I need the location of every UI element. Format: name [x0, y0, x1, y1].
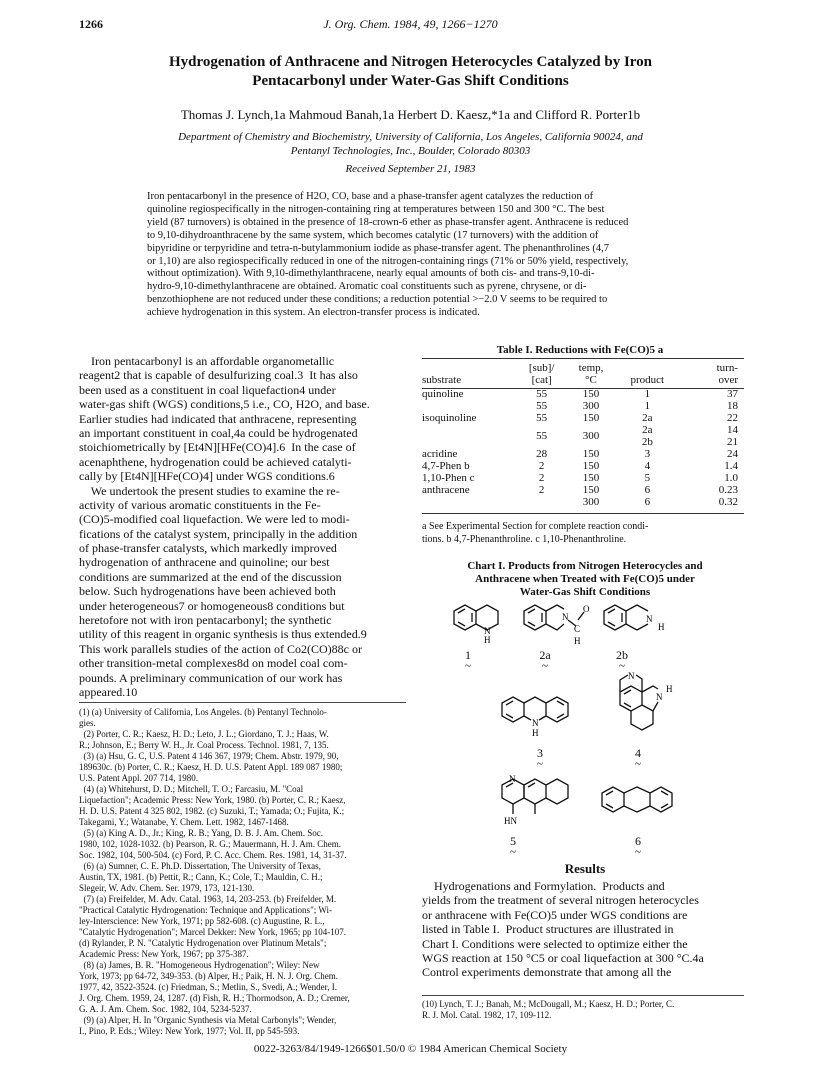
body-text-line: Iron pentacarbonyl is an affordable organometallic — [79, 354, 335, 368]
footnote-line: (5) (a) King A. D., Jr.; King, R. B.; Yang, D. B. J. Am. Chem. Soc. — [79, 828, 324, 838]
intro-text — [79, 354, 406, 699]
table-cell: 1.4 — [724, 460, 738, 472]
table-header-cell: temp, °C — [578, 362, 604, 386]
footnote-line: gies. — [79, 718, 96, 728]
body-text-line: Control experiments demonstrate that among all the — [422, 965, 672, 980]
atom-label-h: H — [532, 728, 539, 738]
table-cell: acridine — [422, 448, 458, 460]
footnote-line: U.S. Patent Appl. 207 714, 1980. — [79, 773, 199, 783]
table-top-rule — [422, 358, 744, 359]
table-cell: 2a — [642, 412, 653, 424]
body-text-line: utility of this reagent in organic synthesis is thus extended.9 — [79, 627, 367, 642]
table-cell: 1.0 — [724, 472, 738, 484]
table-header-cell: [sub]/ [cat] — [528, 362, 555, 386]
footnote-rule — [79, 702, 406, 703]
atom-label-n: N — [484, 626, 491, 636]
table-footnote-line: a See Experimental Section for complete reaction condi- — [422, 521, 649, 532]
table-cell: 5 — [644, 472, 651, 484]
table-footnote-line: tions. b 4,7-Phenanthroline. c 1,10-Phenanthroline. — [422, 534, 627, 545]
footnotes — [79, 707, 406, 1037]
footnote-line: Takegami, Y.; Watanabe, Y. Chem. Lett. 1982, 1467-1468. — [79, 817, 289, 827]
structure-1-tetrahydroquinoline — [450, 598, 510, 644]
table-cell: 0.23 — [718, 484, 738, 496]
table-row — [422, 448, 742, 460]
atom-label-h: H — [574, 636, 581, 646]
table-cell: 2 — [538, 472, 545, 484]
body-text-line: Hydrogenations and Formylation. Products and — [422, 879, 665, 893]
atom-label-n: N — [656, 692, 663, 702]
body-text-line: hydrogenation of anthracene and quinoline; our best — [79, 555, 330, 570]
body-text-line: other transition-metal complexes8d on model coal com- — [79, 656, 348, 671]
footnote-line: R.; Johnson, E.; Berry W. H., Jr. Coal Process. Technol. 1981, 7, 135. — [79, 740, 329, 750]
abstract-line: without optimization). With 9,10-dimethylanthracene, nearly equal amounts of both cis- and trans-9,10-di- — [147, 268, 595, 280]
abstract-line: or 1,10) are also regiospecifically reduced in one of the nitrogen-containing rings (71% or 50% yield, respectively, — [147, 255, 629, 267]
footnote-line: (1) (a) University of California, Los Angeles. (b) Pentanyl Technolo- — [79, 707, 327, 717]
copyright-footer: 0022-3263/84/1949-1266$01.50/0 © 1984 American Chemical Society — [253, 1043, 568, 1055]
table-cell: 18 — [727, 400, 738, 412]
table-cell — [422, 496, 517, 508]
abstract-line: bipyridine or terpyridine and tetra-n-butylammonium iodide as phase-transfer agent. The phenanthrolines (4,7 — [147, 242, 609, 254]
table-header-rule — [422, 388, 744, 389]
table-cell: 300 — [582, 430, 600, 442]
chart-title-line: Chart I. Products from Nitrogen Heterocycles and — [467, 560, 703, 572]
table-cell: 37 — [727, 388, 738, 400]
chart-title-line: Anthracene when Treated with Fe(CO)5 under — [475, 573, 695, 585]
body-text-line: WGS reaction at 150 °C5 or coal liquefaction at 300 °C.4a — [422, 950, 704, 965]
body-text-line: under heterogeneous7 or homogeneous8 conditions but — [79, 598, 345, 613]
affiliation — [130, 130, 691, 158]
compound-label-4: 4 ~ — [635, 746, 641, 770]
journal-citation: J. Org. Chem. 1984, 49, 1266−1270 — [323, 17, 498, 31]
footnote-line: 189630c. (b) Porter, C. R.; Kaesz, H. D. U.S. Patent Appl. 189 087 1980; — [79, 762, 343, 772]
table-row — [422, 400, 742, 412]
table-row — [422, 484, 742, 496]
table-cell: anthracene — [422, 484, 470, 496]
table-cell: 150 — [582, 388, 600, 400]
table-cell: 1 — [644, 400, 651, 412]
footnote-line: I., Pino, P. Eds.; Wiley: New York, 1977; Vol. II, pp 545-593. — [79, 1026, 300, 1036]
body-text-line: an important constituent in coal,4a could be hydrogenated — [79, 425, 358, 440]
table-cell: 6 — [644, 496, 651, 508]
table-cell: 6 — [644, 484, 651, 496]
table-cell — [422, 424, 517, 448]
table-cell: 150 — [582, 412, 600, 424]
table-header-cell: substrate — [422, 374, 462, 386]
article-title — [100, 53, 721, 91]
footnote-line: Academic Press: New York, 1967; pp 375-387. — [79, 949, 249, 959]
title-line-2: Pentacarbonyl under Water-Gas Shift Conditions — [252, 73, 569, 89]
table-cell: 22 — [727, 412, 738, 424]
footnote-line: R. J. Mol. Catal. 1982, 17, 109-112. — [422, 1010, 552, 1020]
footnote-line: 1980, 102, 1028-1032. (b) Pearson, R. G.; Mauermann, H. J. Am. Chem. — [79, 839, 341, 849]
table-cell: 0.32 — [718, 496, 738, 508]
table-cell: 24 — [727, 448, 738, 460]
footnote-line: (6) (a) Sumner, C. E. Ph.D. Dissertation, The University of Texas, — [79, 861, 321, 871]
body-text-line: of phase-transfer catalysts, which markedly improved — [79, 541, 337, 556]
table-cell: 1,10-Phen c — [422, 472, 475, 484]
atom-label-n: N — [532, 718, 539, 728]
table-cell: 14 21 — [727, 424, 738, 448]
compound-label-5: 5 ~ — [510, 834, 516, 858]
table-cell: 2 — [538, 460, 545, 472]
footnote-rule — [422, 995, 744, 996]
structure-2b-tetrahydroisoquinoline — [600, 598, 675, 638]
table-cell: 1 — [644, 388, 651, 400]
compound-label-2a: 2a ~ — [539, 648, 551, 672]
structure-3-dihydroacridine — [498, 690, 578, 740]
abstract-line: to 9,10-dihydroanthracene by the same system, which becomes catalytic (17 turnovers) with the addition of — [147, 229, 599, 241]
table-cell: 3 — [644, 448, 651, 460]
compound-label-1: 1 ~ — [465, 648, 471, 672]
atom-label-o: O — [583, 604, 590, 614]
atom-label-h: H — [484, 635, 491, 644]
compound-number: 5 — [510, 834, 516, 848]
body-text-line: Earlier studies had indicated that anthracene, representing — [79, 411, 357, 426]
body-text-line: appeared.10 — [79, 684, 138, 699]
footnote-line: "Practical Catalytic Hydrogenation: Technique and Applications"; Wi- — [79, 905, 332, 915]
body-text-line: below. Such hydrogenations have been achieved both — [79, 584, 336, 599]
abstract-line: Iron pentacarbonyl in the presence of H2O, CO, base and a phase-transfer agent catalyzes the reduction of — [147, 191, 594, 202]
body-text-line: or anthracene with Fe(CO)5 under WGS conditions are — [422, 907, 688, 922]
page-number: 1266 — [79, 17, 103, 31]
body-text-line: been used as a constituent in coal liquefaction4 under — [79, 382, 336, 397]
footnote-line: ley-Interscience: New York, 1971; pp 582-608. (c) Augustine, R. L., — [79, 916, 325, 926]
body-text-line: cally by [Et4N][HFe(CO)4] under WGS conditions.6 — [79, 469, 335, 484]
table-cell: 150 — [582, 448, 600, 460]
table-footnote — [422, 520, 742, 546]
abstract-line: hydro-9,10-dimethylanthracene are obtained. Aromatic coal constituents such as pyrene, chrysene, or di- — [147, 281, 587, 293]
atom-label-h: H — [658, 622, 665, 632]
author-list: Thomas J. Lynch,1a Mahmoud Banah,1a Herbert D. Kaesz,*1a and Clifford R. Porter1b — [180, 107, 641, 122]
table-header-cell: product — [630, 374, 665, 386]
table-cell: 300 — [582, 400, 600, 412]
table-row — [422, 496, 742, 508]
footnote-line: (2) Porter, C. R.; Kaesz, H. D.; Leto, J. L.; Giordano, T. J.; Haas, W. — [79, 729, 329, 739]
body-text-line: acenaphthene, hydrogenation could be achieved catalyti- — [79, 454, 352, 469]
body-text-line: water-gas shift (WGS) conditions,5 i.e., CO, H2O, and base. — [79, 397, 370, 412]
table-row — [422, 388, 742, 400]
body-text-line: fications of the catalyst system, principally in the addition — [79, 526, 358, 541]
body-text-line: We undertook the present studies to examine the re- — [79, 483, 340, 498]
footnote-line: "Catalytic Hydrogenation"; Marcel Dekker: New York, 1965; pp 104-107. — [79, 927, 347, 937]
atom-label-n: N — [646, 614, 653, 624]
table-cell: 2a 2b — [641, 424, 653, 448]
body-text-line: conditions are summarized at the end of the discussion — [79, 569, 342, 584]
atom-label-n: N — [628, 672, 635, 681]
table-row — [422, 460, 742, 472]
affiliation-line-2: Pentanyl Technologies, Inc., Boulder, Colorado 80303 — [290, 145, 531, 157]
body-text-line: reagent2 that is capable of desulfurizing coal.3 It has also — [79, 368, 358, 383]
body-text-line: This work parallels studies of the action of Co2(CO)88c or — [79, 641, 362, 656]
compound-number: 3 — [537, 746, 543, 760]
table-row — [422, 472, 742, 484]
table-title: Table I. Reductions with Fe(CO)5 a — [496, 344, 664, 356]
table-cell — [422, 400, 517, 412]
footnote-line: H. D. U.S. Patent 4 325 802, 1982. (c) Suzuki, T.; Yamada; O.; Fujita, K.; — [79, 806, 345, 816]
footnote-line: (9) (a) Alper, H. In "Organic Synthesis via Metal Carbonyls"; Wender, — [79, 1015, 337, 1025]
affiliation-line-1: Department of Chemistry and Biochemistry, University of California, Los Angeles, California 90024, and — [178, 131, 643, 143]
footnote-line: (4) (a) Whitehurst, D. D.; Mitchell, T. O.; Farcasiu, M. "Coal — [79, 784, 304, 794]
footnote-line: (d) Rylander, P. N. "Catalytic Hydrogenation over Platinum Metals"; — [79, 938, 327, 948]
body-text-line: Chart I. Conditions were selected to optimize either the — [422, 936, 688, 951]
atom-label-hn: HN — [504, 816, 517, 826]
received-date: Received September 21, 1983 — [345, 163, 476, 175]
table-cell: 150 — [582, 484, 600, 496]
body-text-line: yields from the treatment of several nitrogen heterocycles — [422, 893, 699, 908]
atom-label-h: H — [666, 684, 673, 694]
body-text-line: heretofore not with iron pentacarbonyl; the synthetic — [79, 613, 332, 628]
footnote-10 — [422, 999, 744, 1021]
chart-title — [430, 560, 740, 599]
atom-label-c: C — [574, 624, 581, 634]
structure-2a-formyl-tetrahydroisoquinoline — [520, 598, 590, 646]
table-cell: isoquinoline — [422, 412, 477, 424]
title-line-1: Hydrogenation of Anthracene and Nitrogen Heterocycles Catalyzed by Iron — [168, 54, 653, 70]
body-text-line: (CO)5-modified coal liquefaction. We were led to modi- — [79, 512, 350, 527]
table-row — [422, 424, 742, 448]
body-text-line: stoichiometrically by [Et4N][HFe(CO)4].6 In the case of — [79, 440, 356, 455]
results-text — [422, 879, 744, 980]
table-cell: 28 — [536, 448, 548, 460]
chart-title-line: Water-Gas Shift Conditions — [519, 586, 651, 598]
atom-label-n: N — [562, 612, 569, 622]
abstract-line: quinoline regiospecifically in the nitrogen-containing ring at temperatures between 150 and 300 °C. The best — [147, 203, 605, 215]
abstract-line: yield (87 turnovers) is obtained in the presence of 18-crown-6 ether as phase-transfer agent. Anthracene is reduced — [147, 216, 629, 228]
footnote-line: York, 1973; pp 64-72, 349-353. (b) Alper, H.; Paik, H. N. J. Org. Chem. — [79, 971, 339, 981]
table-cell: 55 — [536, 400, 548, 412]
atom-label-n: N — [509, 774, 516, 784]
abstract — [147, 191, 697, 320]
body-text-line: activity of various aromatic constituents in the Fe- — [79, 497, 321, 512]
compound-label-6: 6 ~ — [635, 834, 641, 858]
table-cell: quinoline — [422, 388, 464, 400]
footnote-line: J. Org. Chem. 1959, 24, 1287. (d) Fish, R. H.; Thormodson, A. D.; Cremer, — [79, 993, 350, 1003]
table-header-cell: turn- over — [716, 362, 738, 386]
compound-label-3: 3 ~ — [537, 746, 543, 770]
body-text-line: pounds. A preliminary communication of our work has — [79, 670, 343, 685]
compound-number: 2b — [616, 648, 628, 662]
footnote-line: (10) Lynch, T. J.; Banah, M.; McDougall, M.; Kaesz, H. D.; Porter, C. — [422, 999, 675, 1009]
compound-number: 2a — [539, 648, 551, 662]
footnote-line: (7) (a) Freifelder, M. Adv. Catal. 1963, 14, 203-253. (b) Freifelder, M. — [79, 894, 337, 904]
footnote-line: Austin, TX, 1981. (b) Pettit, R.; Cann, K.; Cole, T.; Mauldin, C. H.; — [79, 872, 323, 882]
section-heading-results: Results — [564, 861, 606, 876]
structure-4-tetrahydrophenanthroline — [600, 672, 680, 740]
footnote-line: (8) (a) James, B. R. "Homogeneous Hydrogenation"; Wiley: New — [79, 960, 320, 970]
table-cell: 2 — [538, 484, 545, 496]
footnote-line: Soc. 1982, 104, 500-504. (c) Ford, P. C. Acc. Chem. Res. 1981, 14, 31-37. — [79, 850, 347, 860]
table-cell — [517, 496, 566, 508]
table-cell: 300 — [582, 496, 600, 508]
table-cell: 55 — [536, 388, 548, 400]
table-row — [422, 412, 742, 424]
compound-number: 4 — [635, 746, 641, 760]
table-cell: 55 — [536, 412, 548, 424]
reductions-table — [422, 360, 742, 508]
structure-5-tetrahydrophenanthroline — [498, 772, 578, 832]
abstract-line: achieve hydrogenation in this system. An electron-transfer process is indicated. — [147, 307, 480, 319]
footnote-line: (3) (a) Hsu, G. C, U.S. Patent 4 146 367, 1979; Chem. Abstr. 1979, 90, — [79, 751, 339, 761]
body-text-line: listed in Table I. Product structures are illustrated in — [422, 922, 674, 937]
footnote-line: Slegeir, W. Adv. Chem. Ser. 1979, 173, 121-130. — [79, 883, 255, 893]
table-bottom-rule — [422, 513, 744, 514]
table-cell: 150 — [582, 460, 600, 472]
compound-label-2b: 2b ~ — [616, 648, 628, 672]
compound-number: 6 — [635, 834, 641, 848]
table-cell: 150 — [582, 472, 600, 484]
table-cell: 4 — [644, 460, 651, 472]
compound-number: 1 — [465, 648, 471, 662]
footnote-line: 1977, 42, 3522-3524. (c) Friedman, S.; Metlin, S., Svedi, A.; Wender, I. — [79, 982, 337, 992]
footnote-line: Liquefaction"; Academic Press: New York, 1980. (b) Porter, C. R.; Kaesz, — [79, 795, 346, 805]
structure-6-dihydroanthracene — [598, 780, 682, 824]
abstract-line: benzothiophene are not reduced under these conditions; a reduction potential >−2.0 V seems to be required to — [147, 294, 608, 306]
table-cell: 4,7-Phen b — [422, 460, 470, 472]
footnote-line: G. A. J. Am. Chem. Soc. 1982, 104, 5234-5237. — [79, 1004, 252, 1014]
table-cell: 55 — [536, 430, 548, 442]
